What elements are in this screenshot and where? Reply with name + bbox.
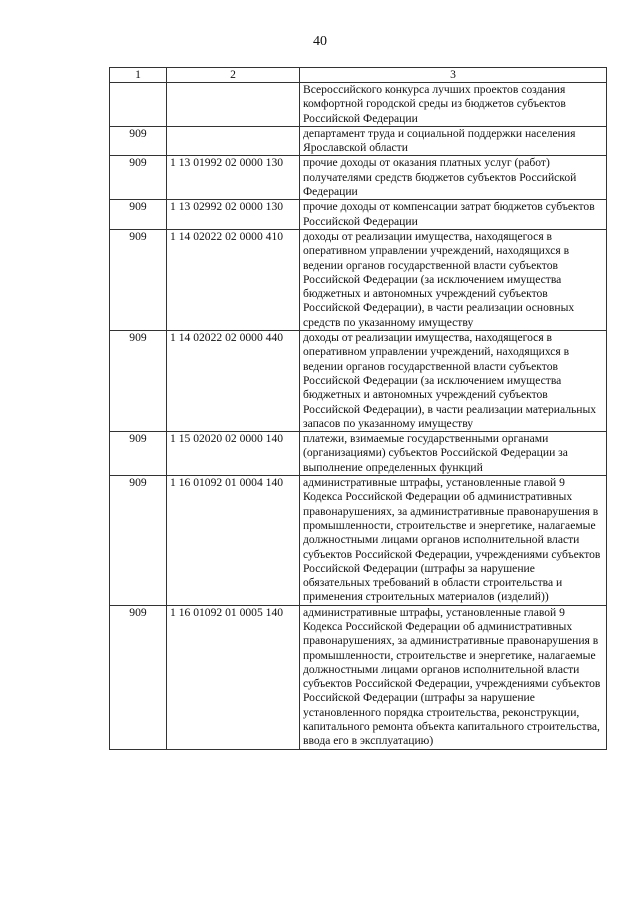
revenue-name-cell: Всероссийского конкурса лучших проектов создания комфортной городской среды из бюджетов субъектов Российской Федерации — [300, 83, 607, 127]
table-row — [110, 605, 607, 749]
revenue-code-cell: 1 15 02020 02 0000 140 — [167, 432, 300, 476]
revenue-code-cell: 1 14 02022 02 0000 410 — [167, 229, 300, 330]
table-row — [110, 476, 607, 606]
revenue-name-cell: прочие доходы от оказания платных услуг (работ) получателями средств бюджетов субъектов Российской Федерации — [300, 156, 607, 200]
admin-code-cell: 909 — [110, 126, 167, 156]
budget-revenue-table — [109, 67, 607, 750]
revenue-name-cell: доходы от реализации имущества, находящегося в оперативном управлении учреждений, находящихся в ведении органов государственной власти субъектов Российской Федерации (за исключением имущества бюджетных и автономных учреждений субъектов Российской Федерации), в части реализации основных средств по указанному имуществу — [300, 229, 607, 330]
table-row — [110, 229, 607, 330]
revenue-name-cell: платежи, взимаемые государственными органами (организациями) субъектов Российской Федерации за выполнение определенных функций — [300, 432, 607, 476]
table-row — [110, 83, 607, 127]
admin-code-cell: 909 — [110, 432, 167, 476]
revenue-name-cell: доходы от реализации имущества, находящегося в оперативном управлении учреждений, находящихся в ведении органов государственной власти субъектов Российской Федерации (за исключением имущества бюджетных и автономных учреждений субъектов Российской Федерации), в части реализации материальных запасов по указанному имуществу — [300, 331, 607, 432]
revenue-code-cell: 1 14 02022 02 0000 440 — [167, 331, 300, 432]
admin-code-cell: 909 — [110, 200, 167, 230]
admin-code-cell: 909 — [110, 331, 167, 432]
revenue-name-cell: административные штрафы, установленные главой 9 Кодекса Российской Федерации об административных правонарушениях, за административные правонарушения в промышленности, строительстве и энергетике, налагаемые должностными лицами органов исполнительной власти субъектов Российской Федерации, учреждениями субъектов Российской Федерации (штрафы за нарушение установленного порядка строительства, реконструкции, капитального ремонта объекта капитального строительства, ввода его в эксплуатацию) — [300, 605, 607, 749]
table-row — [110, 331, 607, 432]
admin-code-cell: 909 — [110, 229, 167, 330]
revenue-name-cell: административные штрафы, установленные главой 9 Кодекса Российской Федерации об административных правонарушениях, за административные правонарушения в промышленности, строительстве и энергетике, налагаемые должностными лицами органов исполнительной власти субъектов Российской Федерации, учреждениями субъектов Российской Федерации (штрафы за нарушение обязательных требований в области строительства и применения строительных материалов (изделий)) — [300, 476, 607, 606]
table-row — [110, 126, 607, 156]
column-header-2: 2 — [167, 68, 300, 83]
revenue-code-cell — [167, 126, 300, 156]
admin-code-cell: 909 — [110, 156, 167, 200]
table-row — [110, 156, 607, 200]
page-number: 40 — [313, 34, 327, 49]
column-header-1: 1 — [110, 68, 167, 83]
revenue-code-cell: 1 16 01092 01 0004 140 — [167, 476, 300, 606]
admin-code-cell: 909 — [110, 476, 167, 606]
revenue-code-cell: 1 13 02992 02 0000 130 — [167, 200, 300, 230]
table-header-row — [110, 68, 607, 83]
admin-code-cell — [110, 83, 167, 127]
admin-code-cell: 909 — [110, 605, 167, 749]
revenue-code-cell: 1 13 01992 02 0000 130 — [167, 156, 300, 200]
column-header-3: 3 — [300, 68, 607, 83]
revenue-code-cell: 1 16 01092 01 0005 140 — [167, 605, 300, 749]
table-row — [110, 200, 607, 230]
revenue-name-cell: департамент труда и социальной поддержки населения Ярославской области — [300, 126, 607, 156]
revenue-code-cell — [167, 83, 300, 127]
table-row — [110, 432, 607, 476]
revenue-name-cell: прочие доходы от компенсации затрат бюджетов субъектов Российской Федерации — [300, 200, 607, 230]
